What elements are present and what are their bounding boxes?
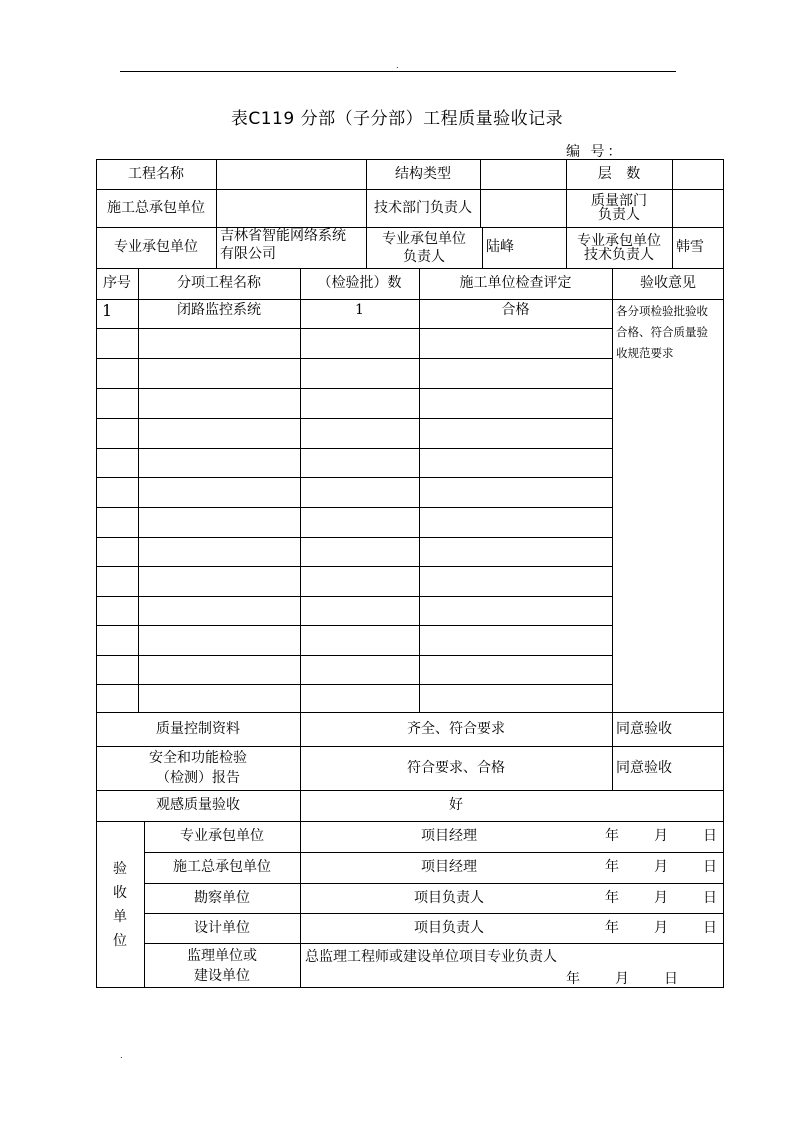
safety-report-label-line1: 安全和功能检验 [149,750,247,766]
row-evaluation[interactable] [419,596,612,625]
sub-head-label-line2: 负责人 [403,248,445,265]
row-no[interactable] [96,655,138,684]
row-batch-count[interactable]: 1 [355,302,364,318]
quality-control-label: 质量控制资料 [156,720,240,737]
acceptance-year[interactable]: 年 [605,919,619,936]
row-batch-count[interactable] [300,537,419,566]
col-header-batch-count: （检验批）数 [317,275,402,291]
row-no[interactable] [96,358,138,388]
row-evaluation[interactable] [419,477,612,507]
row-evaluation[interactable] [419,388,612,418]
row-no[interactable] [96,507,138,537]
row-batch-count[interactable] [300,388,419,418]
row-evaluation[interactable] [419,418,612,448]
row-evaluation[interactable]: 合格 [501,302,530,318]
col-header-no: 序号 [103,275,131,291]
acceptance-month[interactable]: 月 [654,919,668,936]
row-no[interactable] [96,684,138,712]
row-no[interactable] [96,477,138,507]
acceptance-day[interactable]: 日 [703,919,717,936]
acceptance-role: 项目经理 [421,859,477,875]
row-item-name[interactable] [138,684,300,712]
project-name-field[interactable] [216,159,366,189]
row-batch-count[interactable] [300,566,419,596]
row-batch-count[interactable] [300,625,419,655]
row-no[interactable] [96,328,138,358]
row-evaluation[interactable] [419,448,612,477]
acceptance-day[interactable]: 日 [703,828,717,844]
row-batch-count[interactable] [300,477,419,507]
acceptance-section-label [96,821,144,988]
row-batch-count[interactable] [300,328,419,358]
project-name-label: 工程名称 [128,165,184,182]
header-dot: . [396,61,399,70]
row-item-name[interactable]: 闭路监控系统 [177,302,261,318]
acceptance-day[interactable]: 日 [703,889,717,906]
sub-tech-label [566,227,672,268]
items-opinion-line3: 收规范要求 [616,346,674,360]
row-evaluation[interactable] [419,537,612,566]
sub-tech-field[interactable]: 韩雪 [676,239,704,255]
sub-head-field[interactable]: 陆峰 [486,239,514,255]
row-item-name[interactable] [138,625,300,655]
row-evaluation[interactable] [419,625,612,655]
sub-tech-label-line2: 技术负责人 [584,246,654,263]
appearance-eval[interactable]: 好 [449,797,463,813]
acceptance-month[interactable]: 月 [654,828,668,844]
tech-head-label: 技术部门负责人 [374,199,472,216]
code-label: 编 号： [566,144,625,160]
floors-field[interactable] [672,159,724,189]
row-batch-count[interactable] [300,448,419,477]
supervision-year[interactable]: 年 [566,971,580,987]
acceptance-year[interactable]: 年 [605,859,619,875]
row-batch-count[interactable] [300,418,419,448]
row-evaluation[interactable] [419,655,612,684]
row-item-name[interactable] [138,388,300,418]
row-batch-count[interactable] [300,596,419,625]
row-batch-count[interactable] [300,684,419,712]
acceptance-role: 项目负责人 [414,889,484,906]
quality-head-label-line2: 负责人 [598,207,640,223]
acceptance-month[interactable]: 月 [654,859,668,875]
col-header-opinion: 验收意见 [640,275,696,291]
subcontractor-field[interactable] [216,227,366,268]
acceptance-unit-name: 勘察单位 [194,889,250,906]
quality-head-field[interactable] [672,189,724,227]
quality-head-label-line1: 质量部门 [591,193,647,209]
acceptance-role: 项目负责人 [414,919,484,936]
appearance-label: 观感质量验收 [156,797,240,813]
quality-control-opinion[interactable]: 同意验收 [616,720,672,737]
quality-head-label [566,189,672,227]
subcontractor-value-line2: 有限公司 [220,246,276,262]
row-no[interactable] [96,596,138,625]
supervision-month[interactable]: 月 [615,971,629,987]
row-no[interactable]: 1 [102,301,113,320]
row-no[interactable] [96,418,138,448]
acceptance-month[interactable]: 月 [654,889,668,906]
row-no[interactable] [96,388,138,418]
col-header-item-name: 分项工程名称 [177,275,261,291]
row-no[interactable] [96,448,138,477]
supervision-unit-label [144,943,300,988]
row-evaluation[interactable] [419,566,612,596]
row-batch-count[interactable] [300,358,419,388]
general-contractor-label: 施工总承包单位 [107,199,205,216]
supervision-day[interactable]: 日 [664,971,678,987]
tech-head-field[interactable] [480,189,566,227]
supervision-unit-line2: 建设单位 [194,967,250,984]
sub-head-label [366,227,482,268]
supervision-unit-line1: 监理单位或 [187,947,257,964]
safety-report-label-line2: （检测）报告 [156,770,240,786]
footer-dot: . [120,1051,123,1060]
acceptance-label-char: 单 [113,908,127,925]
acceptance-role: 项目经理 [421,828,477,844]
acceptance-unit-name: 施工总承包单位 [173,859,271,875]
general-contractor-field[interactable] [216,189,366,227]
row-item-name[interactable] [138,477,300,507]
safety-report-label [96,746,300,790]
safety-report-eval[interactable]: 符合要求、合格 [407,759,505,776]
safety-report-opinion[interactable]: 同意验收 [616,759,672,776]
row-item-name[interactable] [138,418,300,448]
row-item-name[interactable] [138,596,300,625]
row-evaluation[interactable] [419,328,612,358]
row-item-name[interactable] [138,328,300,358]
subcontractor-label: 专业承包单位 [114,239,198,255]
structure-type-label: 结构类型 [395,165,451,182]
row-no[interactable] [96,625,138,655]
document-title: 表C119 分部（子分部）工程质量验收记录 [230,109,564,129]
quality-control-eval[interactable]: 齐全、符合要求 [407,720,505,737]
acceptance-year[interactable]: 年 [605,889,619,906]
row-evaluation[interactable] [419,507,612,537]
sub-tech-label-line1: 专业承包单位 [577,232,661,249]
row-no[interactable] [96,566,138,596]
row-evaluation[interactable] [419,358,612,388]
acceptance-day[interactable]: 日 [703,859,717,875]
row-item-name[interactable] [138,507,300,537]
floors-label: 层 数 [597,165,641,182]
acceptance-label-char: 收 [113,884,127,901]
acceptance-label-char: 验 [113,860,127,877]
row-item-name[interactable] [138,448,300,477]
items-opinion [612,299,724,712]
structure-type-field[interactable] [480,159,566,189]
acceptance-unit-name: 设计单位 [194,919,250,936]
row-evaluation[interactable] [419,684,612,712]
header-rule [120,71,676,72]
col-header-evaluation: 施工单位检查评定 [459,275,572,291]
acceptance-unit-name: 专业承包单位 [180,828,264,844]
supervision-role: 总监理工程师或建设单位项目专业负责人 [305,949,557,965]
row-batch-count[interactable] [300,507,419,537]
acceptance-label-char: 位 [113,932,127,949]
row-item-name[interactable] [138,358,300,388]
row-item-name[interactable] [138,537,300,566]
acceptance-year[interactable]: 年 [605,828,619,844]
row-item-name[interactable] [138,655,300,684]
row-no[interactable] [96,537,138,566]
subcontractor-value-line1: 吉林省智能网络系统 [220,228,346,244]
row-item-name[interactable] [138,566,300,596]
items-opinion-line1: 各分项检验批验收 [616,304,708,318]
items-opinion-line2: 合格、符合质量验 [616,325,708,339]
sub-head-label-line1: 专业承包单位 [382,230,466,247]
row-batch-count[interactable] [300,655,419,684]
